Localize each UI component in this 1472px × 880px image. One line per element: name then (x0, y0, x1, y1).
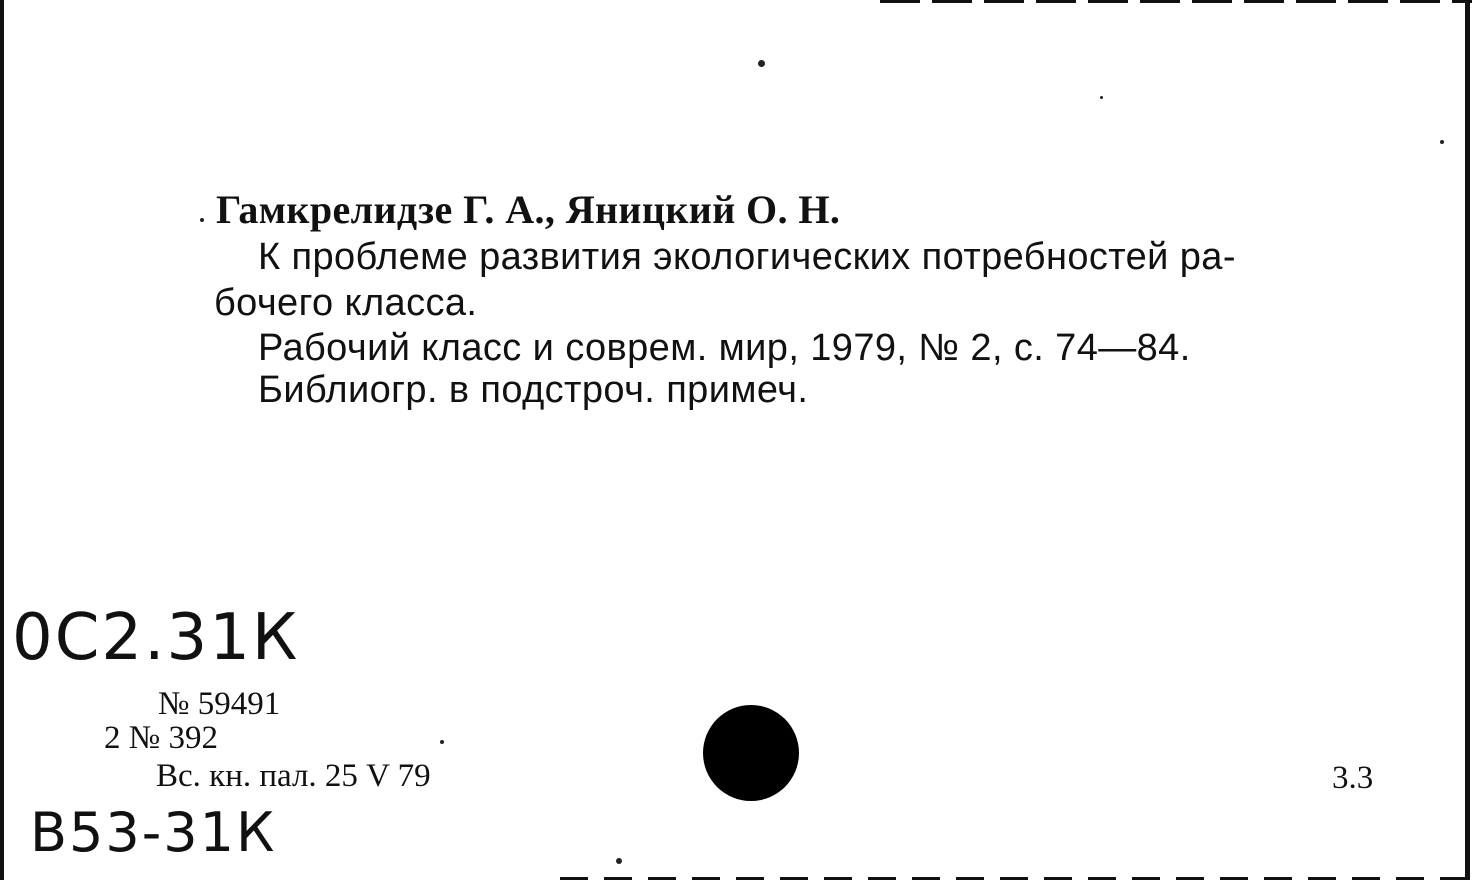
speck (1440, 140, 1444, 144)
page-code: 3.3 (1332, 760, 1374, 796)
handwritten-classification-bottom: В53-31К (30, 801, 277, 864)
title-line-2: бочего класса. (214, 282, 478, 324)
handwritten-classification-top: 0С2.31К (12, 601, 300, 675)
speck (1100, 96, 1103, 99)
card-left-border (0, 0, 4, 880)
chamber-date-line: Вс. кн. пал. 25 V 79 (156, 758, 431, 794)
inventory-number: № 59491 (158, 686, 281, 722)
punch-hole (703, 705, 799, 801)
title-line-1: К проблеме развития экологических потребностей ра- (258, 236, 1236, 278)
speck (440, 740, 444, 744)
card-top-border (880, 0, 1472, 3)
bibliography-note: Библиогр. в подстроч. примеч. (258, 369, 809, 411)
speck (758, 60, 765, 67)
author-line: Гамкрелидзе Г. А., Яницкий О. Н. (216, 187, 841, 232)
copy-number: 2 № 392 (104, 720, 218, 756)
source-line: Рабочий класс и соврем. мир, 1979, № 2, с. 74—84. (258, 327, 1191, 369)
speck (200, 218, 204, 222)
speck (616, 858, 622, 864)
card-right-border (1465, 0, 1470, 880)
